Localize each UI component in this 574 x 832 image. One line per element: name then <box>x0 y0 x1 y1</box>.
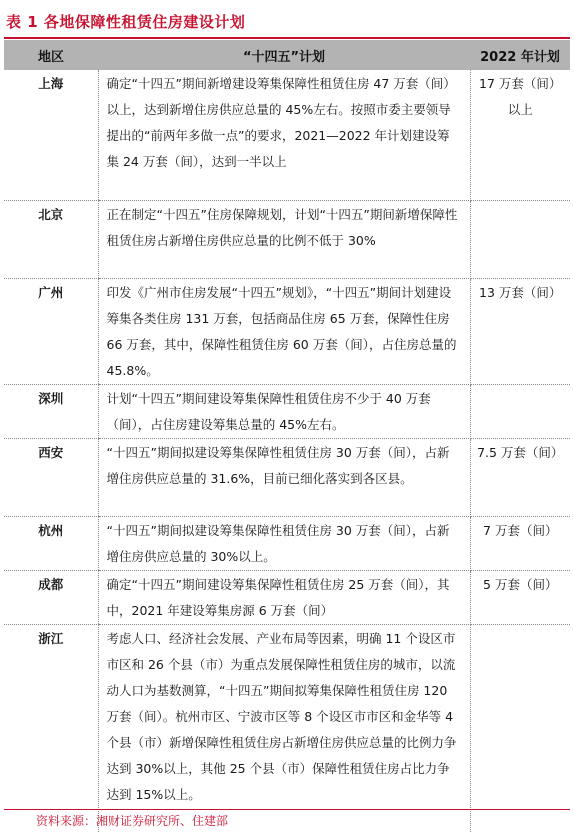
region-cell: 深圳 <box>4 384 98 438</box>
table-row <box>4 438 570 516</box>
table-title: 表 1 各地保障性租赁住房建设计划 <box>6 12 246 31</box>
region-cell: 西安 <box>4 438 98 516</box>
plan-2022-cell: 13 万套（间） <box>470 278 570 384</box>
plan-2022-cell <box>470 384 570 438</box>
table-row <box>4 384 570 438</box>
table-row <box>4 200 570 278</box>
plan-2022-cell: 7.5 万套（间） <box>470 438 570 516</box>
plan-2022-cell <box>470 200 570 278</box>
region-cell: 杭州 <box>4 516 98 570</box>
plan-cell: 确定“十四五”期间新增建设筹集保障性租赁住房 47 万套（间）以上，达到新增住房供应总量的 45%左右。按照市委主要领导提出的“前两年多做一点”的要求，2021—2022 年计划建设筹集 24 万套（间），达到一半以上 <box>98 70 470 200</box>
table-row <box>4 570 570 624</box>
plan-cell: 确定“十四五”期间建设筹集保障性租赁住房 25 万套（间），其中，2021 年建设筹集房源 6 万套（间） <box>98 570 470 624</box>
region-cell: 广州 <box>4 278 98 384</box>
header-plan-2022: 2022 年计划 <box>470 40 570 70</box>
plan-cell: 正在制定“十四五”住房保障规划，计划“十四五”期间新增保障性租赁住房占新增住房供应总量的比例不低于 30% <box>98 200 470 278</box>
plan-2022-cell: 17 万套（间）以上 <box>470 70 570 200</box>
source-note: 资料来源：湘财证券研究所、住建部 <box>36 814 229 828</box>
plan-cell: 计划“十四五”期间建设筹集保障性租赁住房不少于 40 万套（间），占住房建设筹集总量的 45%左右。 <box>98 384 470 438</box>
footer-divider <box>4 809 570 810</box>
table-row <box>4 70 570 200</box>
header-plan: “十四五”计划 <box>98 40 470 70</box>
table-row <box>4 516 570 570</box>
region-cell: 上海 <box>4 70 98 200</box>
table-row <box>4 278 570 384</box>
table-header-row <box>4 40 570 70</box>
plan-2022-cell <box>470 624 570 832</box>
plan-cell: 印发《广州市住房发展“十四五”规划》，“十四五”期间计划建设筹集各类住房 131 万套，包括商品住房 65 万套，保障性住房 66 万套，其中，保障性租赁住房 60 万套（间），占住房总量的 45.8%。 <box>98 278 470 384</box>
region-cell: 北京 <box>4 200 98 278</box>
plan-2022-cell: 7 万套（间） <box>470 516 570 570</box>
header-region: 地区 <box>4 40 98 70</box>
region-cell: 成都 <box>4 570 98 624</box>
region-cell: 浙江 <box>38 630 64 646</box>
title-divider <box>4 37 570 39</box>
plan-cell: 考虑人口、经济社会发展、产业布局等因素，明确 11 个设区市市区和 26 个县（市）为重点发展保障性租赁住房的城市，以流动人口为基数测算，“十四五”期间拟筹集保障性租赁住房 120 万套（间）。杭州市区、宁波市区等 8 个设区市市区和金华等 4 个县（市）新增保障性租赁住房占新增住房供应总量的比例力争达到 30%以上，其他 25 个县（市）保障性租赁住房占比力争达到 15%以上。 <box>98 624 470 832</box>
plan-cell: “十四五”期间拟建设筹集保障性租赁住房 30 万套（间），占新增住房供应总量的 31.6%，目前已细化落实到各区县。 <box>98 438 470 516</box>
table-row <box>4 624 570 832</box>
plan-cell: “十四五”期间拟建设筹集保障性租赁住房 30 万套（间），占新增住房供应总量的 30%以上。 <box>98 516 470 570</box>
housing-plan-table <box>4 40 570 832</box>
plan-2022-cell: 5 万套（间） <box>470 570 570 624</box>
